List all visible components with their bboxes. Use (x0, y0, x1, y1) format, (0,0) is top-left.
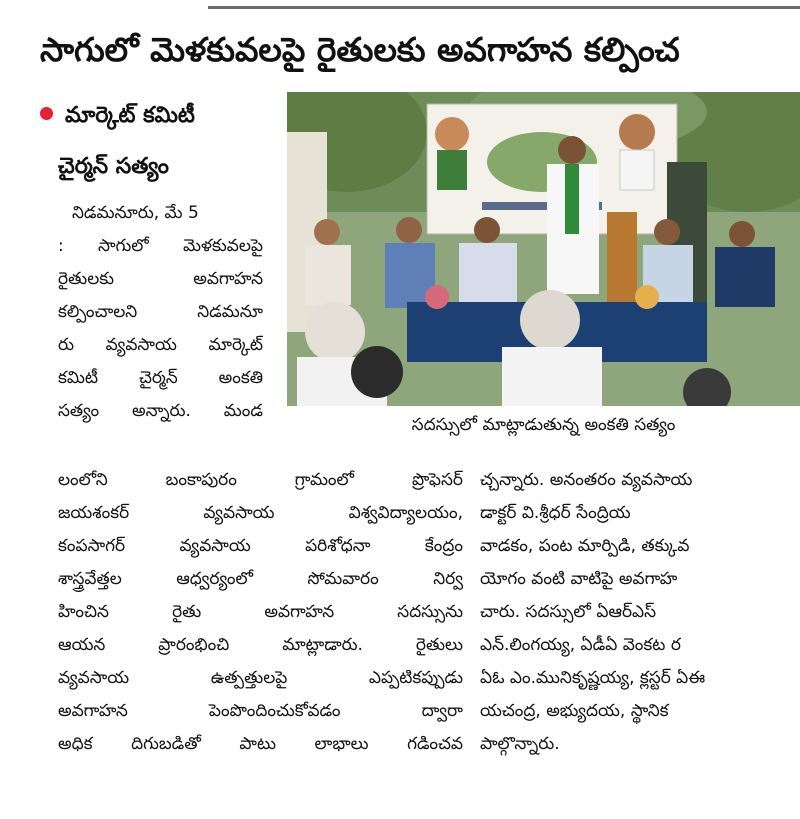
article-photo (287, 92, 800, 406)
article-line: పాల్గొన్నారు. (480, 734, 560, 754)
article-line: ఎన్.లింగయ్య, ఏడీఏ వెంకట ర (480, 635, 681, 655)
article-line: జయశంకర్ వ్యవసాయ విశ్వవిద్యాలయం, (58, 503, 463, 523)
article-line: కమిటీ చైర్మన్ అంకతి (58, 368, 263, 388)
article-line: చ్చన్నారు. అనంతరం వ్యవసాయ (480, 470, 693, 490)
bullet-icon (40, 107, 53, 120)
article-line: అవగాహన పెంపొందించుకోవడం ద్వారా (58, 701, 463, 721)
headline: సాగులో మెళకువలపై రైతులకు అవగాహన కల్పించ (40, 30, 680, 69)
article-line: వ్యవసాయ ఉత్పత్తులపై ఎప్పటికప్పుడు (58, 668, 463, 688)
dateline: నిడమనూరు, మే 5 (72, 203, 199, 223)
photo-caption: సదస్సులో మాట్లాడుతున్న అంకతి సత్యం (411, 415, 676, 435)
subheading-line-2: చైర్మన్ సత్యం (58, 154, 169, 179)
article-line: సత్యం అన్నారు. మండ (58, 401, 263, 421)
article-line: యచంద్ర, అభ్యుదయ, స్థానిక (480, 701, 669, 721)
article-line: చారు. సదస్సులో ఏఆర్ఎస్ (480, 602, 657, 622)
article-line: డాక్టర్ వి.శ్రీధర్ సేంద్రియ (480, 503, 631, 523)
article-line: రు వ్యవసాయ మార్కెట్ (58, 335, 263, 355)
top-rule (208, 6, 800, 9)
article-line: : సాగులో మెళకువలపై (58, 236, 263, 256)
article-line: రైతులకు అవగాహన (58, 269, 263, 289)
article-line: శాస్త్రవేత్తల ఆధ్వర్యంలో సోమవారం నిర్వ (58, 569, 463, 589)
article-line: ఆయన ప్రారంభించి మాట్లాడారు. రైతులు (58, 635, 463, 655)
article-line: లంలోని బంకాపురం గ్రామంలో ప్రొఫెసర్ (58, 470, 463, 490)
article-line: కల్పించాలని నిడమనూ (58, 302, 263, 322)
subheading-text-1: మార్కెట్ కమిటీ (65, 103, 195, 128)
article-line: ఏఓ ఎం.మునికృష్ణయ్య, క్లస్టర్ ఏఈ (480, 668, 706, 688)
article-line: హించిన రైతు అవగాహన సదస్సును (58, 602, 463, 622)
article-line: అధిక దిగుబడితో పాటు లాభాలు గడించవ (58, 734, 463, 754)
article-column-right (480, 464, 800, 761)
article-column-narrow (58, 197, 263, 428)
article-column-left (58, 464, 463, 761)
article-line: కంపసాగర్ వ్యవసాయ పరిశోధనా కేంద్రం (58, 536, 463, 556)
subheading-line-1 (40, 99, 195, 133)
meeting-photo (287, 92, 800, 406)
article-line: యోగం వంటి వాటిపై అవగాహ (480, 569, 678, 589)
article-line: వాడకం, పంట మార్పిడి, తక్కువ (480, 536, 690, 556)
